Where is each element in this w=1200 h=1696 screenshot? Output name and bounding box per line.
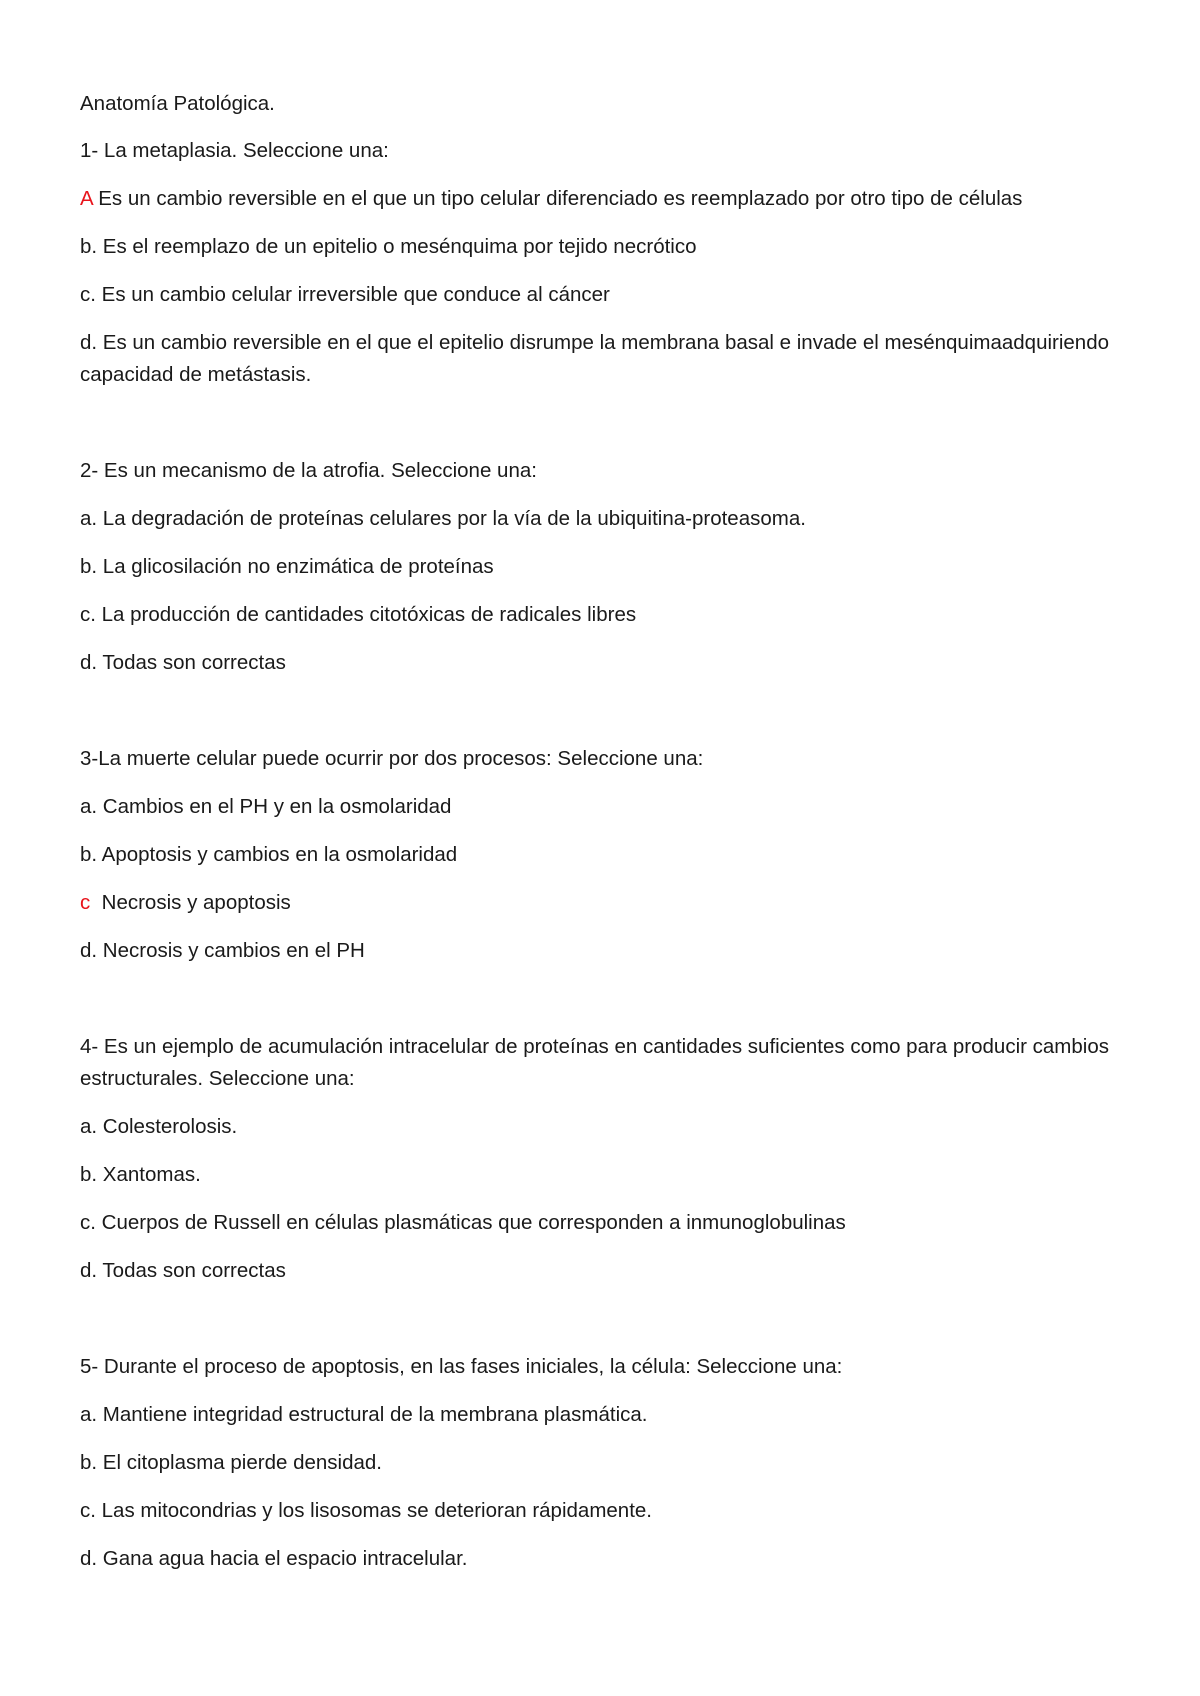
answer-option-text: c. Las mitocondrias y los lisosomas se deterioran rápidamente. — [80, 1499, 652, 1522]
answer-option-text: d. Necrosis y cambios en el PH — [80, 939, 365, 962]
answer-option — [80, 1111, 1140, 1143]
answer-marker: c — [80, 891, 91, 914]
spacer — [80, 1303, 1140, 1351]
question-prompt: 3-La muerte celular puede ocurrir por dos procesos: Seleccione una: — [80, 747, 704, 770]
document-title: Anatomía Patológica. — [80, 92, 275, 115]
answer-option — [80, 327, 1140, 391]
spacer — [80, 695, 1140, 743]
answer-option — [80, 647, 1140, 679]
answer-option-text: a. La degradación de proteínas celulares por la vía de la ubiquitina-proteasoma. — [80, 507, 806, 530]
answer-option-text: c. La producción de cantidades citotóxicas de radicales libres — [80, 603, 637, 626]
answer-option — [80, 183, 1140, 215]
answer-option — [80, 503, 1140, 535]
answer-option — [80, 839, 1140, 871]
question-5 — [80, 1351, 1140, 1575]
question-prompt: 1- La metaplasia. Seleccione una: — [80, 139, 389, 162]
answer-option-text: b. Apoptosis y cambios en la osmolaridad — [80, 843, 458, 866]
answer-option-text: a. Cambios en el PH y en la osmolaridad — [80, 795, 452, 818]
question-prompt: 5- Durante el proceso de apoptosis, en las fases iniciales, la célula: Seleccione una: — [80, 1355, 843, 1378]
answer-option — [80, 599, 1140, 631]
question-prompt: 4- Es un ejemplo de acumulación intracelular de proteínas en cantidades suficientes como para producir cambios estructurales. Seleccione una: — [80, 1035, 1109, 1090]
answer-option — [80, 1255, 1140, 1287]
answer-option — [80, 1543, 1140, 1575]
document-page — [80, 88, 1140, 1591]
question-2 — [80, 455, 1140, 679]
answer-option-text: c. Es un cambio celular irreversible que conduce al cáncer — [80, 283, 610, 306]
answer-option — [80, 887, 1140, 919]
answer-option-text: b. Xantomas. — [80, 1163, 201, 1186]
spacer — [80, 983, 1140, 1031]
answer-option — [80, 231, 1140, 263]
answer-option-text: a. Colesterolosis. — [80, 1115, 238, 1138]
answer-option — [80, 1207, 1140, 1239]
answer-option-text: a. Mantiene integridad estructural de la membrana plasmática. — [80, 1403, 648, 1426]
question-3 — [80, 743, 1140, 967]
answer-option — [80, 1159, 1140, 1191]
question-1 — [80, 135, 1140, 391]
answer-marker: A — [80, 187, 93, 210]
answer-option — [80, 1495, 1140, 1527]
answer-option-text: b. Es el reemplazo de un epitelio o mesénquima por tejido necrótico — [80, 235, 697, 258]
answer-option-text: d. Gana agua hacia el espacio intracelular. — [80, 1547, 468, 1570]
answer-option-text: d. Es un cambio reversible en el que el epitelio disrumpe la membrana basal e invade el mesénquimaadquiriendo capacidad de metástasis. — [80, 331, 1110, 386]
spacer — [80, 407, 1140, 455]
answer-option — [80, 1447, 1140, 1479]
answer-option-text: b. El citoplasma pierde densidad. — [80, 1451, 382, 1474]
question-prompt: 2- Es un mecanismo de la atrofia. Seleccione una: — [80, 459, 537, 482]
answer-option-text: d. Todas son correctas — [80, 1259, 286, 1282]
answer-option-text: c. Cuerpos de Russell en células plasmáticas que corresponden a inmunoglobulinas — [80, 1211, 846, 1234]
answer-option-text: Necrosis y apoptosis — [90, 891, 291, 914]
answer-option — [80, 935, 1140, 967]
answer-option — [80, 791, 1140, 823]
answer-option — [80, 1399, 1140, 1431]
answer-option — [80, 279, 1140, 311]
answer-option — [80, 551, 1140, 583]
question-4 — [80, 1031, 1140, 1287]
answer-option-text: d. Todas son correctas — [80, 651, 286, 674]
answer-option-text: Es un cambio reversible en el que un tipo celular diferenciado es reemplazado por otro tipo de células — [92, 187, 1023, 210]
answer-option-text: b. La glicosilación no enzimática de proteínas — [80, 555, 494, 578]
